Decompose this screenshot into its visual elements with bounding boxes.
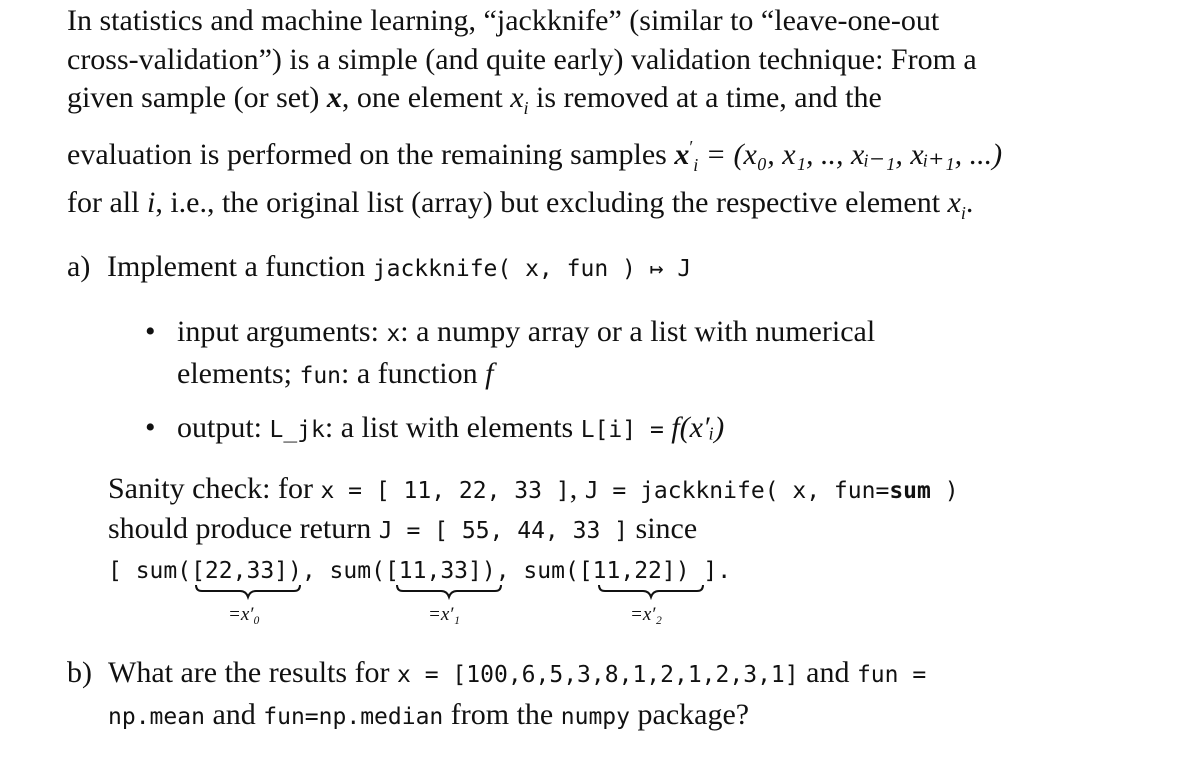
sanity-line-2: should produce return J = [ 55, 44, 33 ] since: [108, 512, 698, 545]
function-signature: jackknife( x, fun ) ↦ J: [372, 256, 692, 282]
brace-label-2: =x′₂: [630, 604, 663, 625]
intro-formula: = (x₀, x₁, .., xᵢ₋₁, xᵢ₊₁, ...): [705, 137, 1003, 171]
sanity-line-3: [ sum([22,33]), sum([11,33]), sum([11,22]) ].: [108, 558, 732, 584]
part-b-line-2: np.mean and fun=np.median from the numpy package?: [108, 698, 750, 731]
sanity-line-1: Sanity check: for x = [ 11, 22, 33 ], J = jackknife( x, fun=sum ): [108, 472, 959, 505]
part-a-label: a): [67, 250, 91, 283]
intro-line-3: given sample (or set) x, one element $x_i$ is removed at a time, and the: [67, 81, 882, 118]
intro-line-5: for all i, i.e., the original list (array) but excluding the respective element $x_i$.: [67, 186, 974, 223]
intro-line-4: evaluation is performed on the remaining samples $x'_i = (x_0$, x₁, .., xᵢ₋₁, xᵢ₊₁, ...): [67, 136, 1003, 175]
part-b-line-1: b) What are the results for x = [100,6,5,3,8,1,2,1,2,3,1] and fun =: [67, 653, 926, 695]
part-b-label: b): [67, 656, 92, 689]
underbrace-2: [599, 585, 703, 597]
brace-label-1: =x′₁: [428, 604, 461, 625]
underbrace-1: [397, 585, 501, 597]
part-b-question: [67, 653, 926, 737]
brace-label-0: =x′₀: [228, 604, 261, 625]
list-item: • input arguments: x: a numpy array or a list with numerical elements; fun: a function f: [145, 312, 875, 396]
list-item: • output: L_jk: a list with elements L[i] = f(x′ᵢ): [145, 408, 875, 450]
intro-line-2: cross-validation”) is a simple (and quite early) validation technique: From a: [67, 42, 977, 76]
intro-line-1: In statistics and machine learning, “jackknife” (similar to “leave-one-out: [67, 4, 940, 37]
part-a-heading: a) Implement a function jackknife( x, fun ) ↦ J: [67, 250, 692, 283]
underbrace-0: [196, 585, 300, 597]
